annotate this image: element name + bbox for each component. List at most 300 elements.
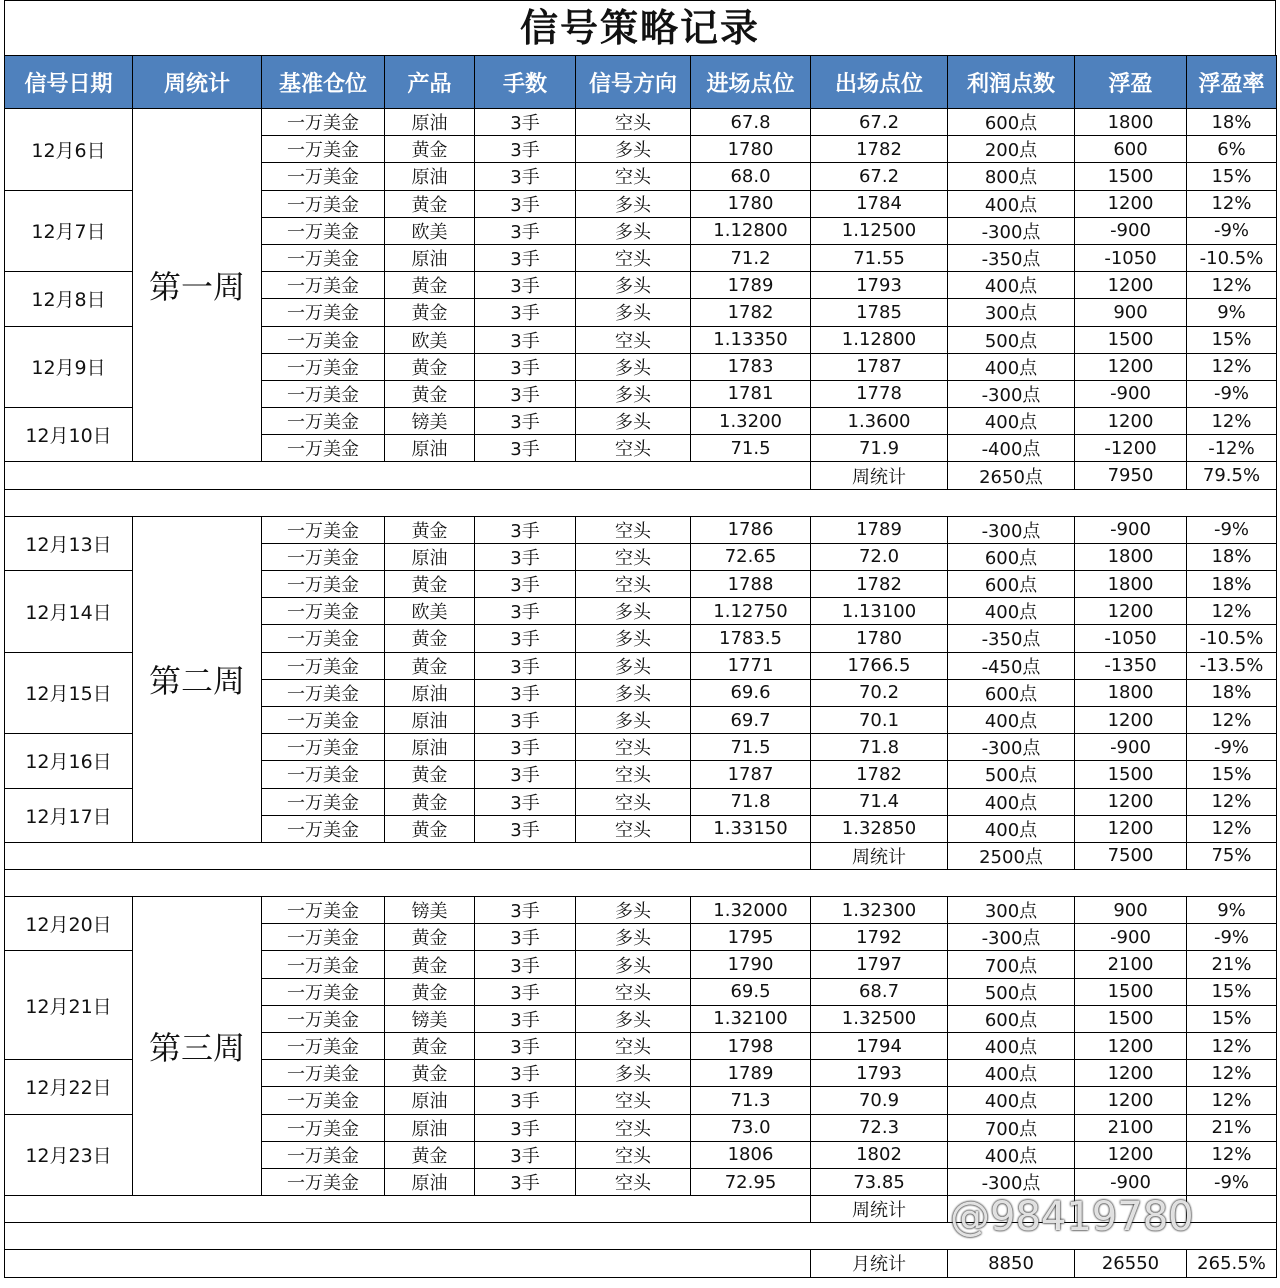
cell-exit: 1782 [811, 571, 948, 598]
cell-entry: 71.5 [691, 734, 811, 761]
spacer-row [5, 870, 1277, 897]
cell-product: 黄金 [385, 761, 475, 788]
cell-points: -450点 [948, 652, 1075, 679]
cell-direction: 多头 [576, 951, 691, 978]
cell-exit: 70.2 [811, 679, 948, 706]
cell-direction: 空头 [576, 1141, 691, 1168]
summary-row [5, 842, 1277, 869]
spacer-cell [5, 870, 1277, 897]
cell-rate: 9% [1187, 897, 1277, 924]
cell-profit: -900 [1075, 1168, 1187, 1195]
cell-profit: 1200 [1075, 815, 1187, 842]
cell-profit: 1500 [1075, 761, 1187, 788]
cell-exit: 1794 [811, 1033, 948, 1060]
cell-lots: 3手 [475, 652, 576, 679]
cell-exit: 1793 [811, 272, 948, 299]
cell-rate: 15% [1187, 761, 1277, 788]
cell-points: 600点 [948, 679, 1075, 706]
cell-points: 500点 [948, 978, 1075, 1005]
cell-position: 一万美金 [262, 244, 385, 271]
cell-lots: 3手 [475, 815, 576, 842]
cell-direction: 空头 [576, 435, 691, 462]
cell-position: 一万美金 [262, 815, 385, 842]
cell-product: 原油 [385, 163, 475, 190]
cell-rate: 21% [1187, 951, 1277, 978]
cell-points: 300点 [948, 299, 1075, 326]
cell-entry: 1787 [691, 761, 811, 788]
cell-rate: 15% [1187, 978, 1277, 1005]
cell-lots: 3手 [475, 408, 576, 435]
cell-rate: -9% [1187, 380, 1277, 407]
cell-lots: 3手 [475, 190, 576, 217]
cell-rate: 12% [1187, 190, 1277, 217]
cell-product: 原油 [385, 435, 475, 462]
cell-points: 600点 [948, 571, 1075, 598]
cell-position: 一万美金 [262, 1005, 385, 1032]
date-cell: 12月20日 [5, 897, 133, 951]
cell-position: 一万美金 [262, 163, 385, 190]
cell-exit: 71.4 [811, 788, 948, 815]
summary-label: 周统计 [811, 842, 948, 869]
cell-exit: 67.2 [811, 163, 948, 190]
cell-position: 一万美金 [262, 353, 385, 380]
cell-direction: 多头 [576, 353, 691, 380]
cell-direction: 空头 [576, 1168, 691, 1195]
cell-rate: -9% [1187, 734, 1277, 761]
summary-label: 周统计 [811, 1196, 948, 1223]
cell-rate: 12% [1187, 1033, 1277, 1060]
cell-lots: 3手 [475, 1087, 576, 1114]
cell-entry: 1.32000 [691, 897, 811, 924]
cell-lots: 3手 [475, 706, 576, 733]
cell-profit: -900 [1075, 380, 1187, 407]
cell-exit: 1782 [811, 136, 948, 163]
cell-points: 300点 [948, 897, 1075, 924]
cell-rate: 18% [1187, 571, 1277, 598]
cell-direction: 空头 [576, 815, 691, 842]
cell-position: 一万美金 [262, 679, 385, 706]
cell-profit: 1200 [1075, 190, 1187, 217]
cell-entry: 72.95 [691, 1168, 811, 1195]
summary-blank [5, 462, 811, 489]
cell-profit: 1200 [1075, 1033, 1187, 1060]
cell-points: 600点 [948, 1005, 1075, 1032]
cell-rate: 21% [1187, 1114, 1277, 1141]
cell-exit: 1.32850 [811, 815, 948, 842]
cell-rate: 12% [1187, 353, 1277, 380]
cell-position: 一万美金 [262, 1087, 385, 1114]
cell-exit: 1766.5 [811, 652, 948, 679]
summary-label: 月统计 [811, 1250, 948, 1277]
cell-direction: 多头 [576, 679, 691, 706]
cell-product: 黄金 [385, 299, 475, 326]
cell-points: -300点 [948, 734, 1075, 761]
cell-exit: 1793 [811, 1060, 948, 1087]
cell-exit: 1.12800 [811, 326, 948, 353]
cell-profit: 600 [1075, 136, 1187, 163]
cell-rate: 12% [1187, 706, 1277, 733]
col-header-points: 利润点数 [948, 56, 1075, 109]
cell-rate: 12% [1187, 1060, 1277, 1087]
cell-position: 一万美金 [262, 625, 385, 652]
date-cell: 12月14日 [5, 571, 133, 653]
cell-product: 原油 [385, 1114, 475, 1141]
table-row [5, 516, 1277, 543]
cell-direction: 多头 [576, 652, 691, 679]
cell-profit: 1200 [1075, 1060, 1187, 1087]
week-label: 第三周 [133, 897, 262, 1196]
cell-exit: 1.12500 [811, 217, 948, 244]
date-cell: 12月22日 [5, 1060, 133, 1114]
cell-position: 一万美金 [262, 109, 385, 136]
summary-rate: 79.5% [1187, 462, 1277, 489]
cell-profit: 1800 [1075, 543, 1187, 570]
cell-lots: 3手 [475, 788, 576, 815]
cell-product: 黄金 [385, 652, 475, 679]
cell-profit: 1200 [1075, 408, 1187, 435]
cell-lots: 3手 [475, 244, 576, 271]
cell-rate: 15% [1187, 1005, 1277, 1032]
cell-lots: 3手 [475, 897, 576, 924]
cell-position: 一万美金 [262, 299, 385, 326]
cell-position: 一万美金 [262, 1033, 385, 1060]
cell-direction: 多头 [576, 408, 691, 435]
cell-position: 一万美金 [262, 951, 385, 978]
cell-direction: 多头 [576, 897, 691, 924]
cell-exit: 71.9 [811, 435, 948, 462]
cell-profit: -1050 [1075, 244, 1187, 271]
col-header-position: 基准仓位 [262, 56, 385, 109]
cell-entry: 1788 [691, 571, 811, 598]
cell-points: 700点 [948, 1114, 1075, 1141]
record-sheet [4, 0, 1276, 1278]
date-cell: 12月16日 [5, 734, 133, 788]
col-header-profit: 浮盈 [1075, 56, 1187, 109]
cell-entry: 1789 [691, 1060, 811, 1087]
cell-exit: 72.3 [811, 1114, 948, 1141]
cell-rate: -9% [1187, 924, 1277, 951]
cell-product: 黄金 [385, 136, 475, 163]
cell-rate: 15% [1187, 326, 1277, 353]
summary-points: 2650点 [948, 462, 1075, 489]
cell-points: 600点 [948, 109, 1075, 136]
cell-product: 原油 [385, 1087, 475, 1114]
week-label: 第二周 [133, 516, 262, 842]
cell-exit: 1784 [811, 190, 948, 217]
cell-entry: 71.2 [691, 244, 811, 271]
cell-points: 400点 [948, 1141, 1075, 1168]
cell-entry: 1789 [691, 272, 811, 299]
summary-blank [5, 1196, 811, 1223]
cell-lots: 3手 [475, 163, 576, 190]
cell-entry: 1790 [691, 951, 811, 978]
cell-exit: 72.0 [811, 543, 948, 570]
cell-product: 黄金 [385, 788, 475, 815]
cell-rate: 12% [1187, 272, 1277, 299]
cell-position: 一万美金 [262, 1060, 385, 1087]
col-header-date: 信号日期 [5, 56, 133, 109]
cell-direction: 空头 [576, 788, 691, 815]
cell-rate: -9% [1187, 217, 1277, 244]
cell-rate: 6% [1187, 136, 1277, 163]
cell-points: 400点 [948, 272, 1075, 299]
cell-lots: 3手 [475, 435, 576, 462]
cell-entry: 1783 [691, 353, 811, 380]
date-cell: 12月17日 [5, 788, 133, 842]
cell-rate: 12% [1187, 598, 1277, 625]
cell-entry: 1783.5 [691, 625, 811, 652]
cell-lots: 3手 [475, 761, 576, 788]
cell-exit: 1778 [811, 380, 948, 407]
cell-profit: 1200 [1075, 1141, 1187, 1168]
cell-product: 黄金 [385, 815, 475, 842]
cell-profit: -900 [1075, 217, 1187, 244]
cell-rate: 18% [1187, 679, 1277, 706]
cell-lots: 3手 [475, 272, 576, 299]
cell-rate: 12% [1187, 815, 1277, 842]
cell-product: 黄金 [385, 625, 475, 652]
cell-lots: 3手 [475, 571, 576, 598]
cell-position: 一万美金 [262, 435, 385, 462]
cell-profit: 1500 [1075, 163, 1187, 190]
cell-lots: 3手 [475, 326, 576, 353]
cell-lots: 3手 [475, 951, 576, 978]
cell-product: 黄金 [385, 353, 475, 380]
cell-position: 一万美金 [262, 598, 385, 625]
cell-entry: 71.5 [691, 435, 811, 462]
cell-direction: 多头 [576, 190, 691, 217]
cell-direction: 空头 [576, 543, 691, 570]
date-cell: 12月21日 [5, 951, 133, 1060]
cell-position: 一万美金 [262, 217, 385, 244]
table-body [5, 109, 1277, 1278]
cell-entry: 1.12750 [691, 598, 811, 625]
summary-label: 周统计 [811, 462, 948, 489]
summary-row [5, 1250, 1277, 1277]
cell-exit: 1.13100 [811, 598, 948, 625]
cell-profit: -900 [1075, 734, 1187, 761]
cell-points: 400点 [948, 353, 1075, 380]
cell-direction: 多头 [576, 598, 691, 625]
cell-direction: 空头 [576, 1114, 691, 1141]
cell-direction: 空头 [576, 761, 691, 788]
cell-entry: 69.7 [691, 706, 811, 733]
cell-direction: 多头 [576, 1060, 691, 1087]
cell-exit: 1.3600 [811, 408, 948, 435]
cell-points: 400点 [948, 1060, 1075, 1087]
cell-exit: 1802 [811, 1141, 948, 1168]
cell-lots: 3手 [475, 1141, 576, 1168]
cell-lots: 3手 [475, 136, 576, 163]
cell-position: 一万美金 [262, 978, 385, 1005]
cell-profit: 1800 [1075, 571, 1187, 598]
cell-points: 800点 [948, 163, 1075, 190]
summary-rate: 265.5% [1187, 1250, 1277, 1277]
cell-direction: 多头 [576, 706, 691, 733]
date-cell: 12月10日 [5, 408, 133, 462]
cell-product: 原油 [385, 109, 475, 136]
cell-lots: 3手 [475, 353, 576, 380]
cell-product: 黄金 [385, 1141, 475, 1168]
cell-exit: 1789 [811, 516, 948, 543]
cell-profit: 1800 [1075, 679, 1187, 706]
cell-product: 黄金 [385, 978, 475, 1005]
col-header-direction: 信号方向 [576, 56, 691, 109]
cell-exit: 1.32500 [811, 1005, 948, 1032]
cell-direction: 多头 [576, 217, 691, 244]
cell-profit: -1350 [1075, 652, 1187, 679]
summary-rate [1187, 1196, 1277, 1223]
cell-points: -300点 [948, 217, 1075, 244]
cell-rate: -9% [1187, 1168, 1277, 1195]
cell-product: 原油 [385, 244, 475, 271]
cell-points: -300点 [948, 380, 1075, 407]
cell-exit: 67.2 [811, 109, 948, 136]
cell-lots: 3手 [475, 1114, 576, 1141]
col-header-lots: 手数 [475, 56, 576, 109]
cell-profit: 900 [1075, 299, 1187, 326]
cell-position: 一万美金 [262, 924, 385, 951]
cell-profit: 1500 [1075, 978, 1187, 1005]
cell-points: 200点 [948, 136, 1075, 163]
cell-product: 黄金 [385, 571, 475, 598]
cell-points: -300点 [948, 924, 1075, 951]
cell-lots: 3手 [475, 380, 576, 407]
cell-profit: 1500 [1075, 1005, 1187, 1032]
cell-entry: 1795 [691, 924, 811, 951]
cell-entry: 1780 [691, 190, 811, 217]
cell-position: 一万美金 [262, 788, 385, 815]
cell-entry: 1.13350 [691, 326, 811, 353]
cell-exit: 71.8 [811, 734, 948, 761]
cell-direction: 多头 [576, 1005, 691, 1032]
cell-profit: -1200 [1075, 435, 1187, 462]
cell-entry: 69.5 [691, 978, 811, 1005]
cell-position: 一万美金 [262, 734, 385, 761]
cell-lots: 3手 [475, 217, 576, 244]
cell-lots: 3手 [475, 598, 576, 625]
cell-entry: 67.8 [691, 109, 811, 136]
cell-lots: 3手 [475, 1168, 576, 1195]
summary-profit: 7950 [1075, 462, 1187, 489]
cell-direction: 多头 [576, 272, 691, 299]
cell-lots: 3手 [475, 978, 576, 1005]
sheet-title: 信号策略记录 [4, 0, 1276, 55]
cell-position: 一万美金 [262, 272, 385, 299]
cell-lots: 3手 [475, 109, 576, 136]
cell-profit: 1200 [1075, 788, 1187, 815]
cell-exit: 70.9 [811, 1087, 948, 1114]
cell-entry: 1.32100 [691, 1005, 811, 1032]
cell-points: 400点 [948, 1087, 1075, 1114]
cell-profit: 1200 [1075, 353, 1187, 380]
cell-profit: 1500 [1075, 326, 1187, 353]
cell-product: 原油 [385, 706, 475, 733]
cell-profit: -900 [1075, 924, 1187, 951]
cell-rate: 9% [1187, 299, 1277, 326]
cell-points: 400点 [948, 706, 1075, 733]
cell-entry: 1.12800 [691, 217, 811, 244]
cell-entry: 1806 [691, 1141, 811, 1168]
cell-entry: 1798 [691, 1033, 811, 1060]
cell-direction: 空头 [576, 1087, 691, 1114]
col-header-exit: 出场点位 [811, 56, 948, 109]
cell-direction: 空头 [576, 571, 691, 598]
cell-position: 一万美金 [262, 1114, 385, 1141]
cell-lots: 3手 [475, 1060, 576, 1087]
cell-rate: 18% [1187, 109, 1277, 136]
cell-position: 一万美金 [262, 326, 385, 353]
cell-product: 黄金 [385, 190, 475, 217]
cell-lots: 3手 [475, 1033, 576, 1060]
cell-direction: 空头 [576, 734, 691, 761]
cell-exit: 1797 [811, 951, 948, 978]
cell-product: 欧美 [385, 598, 475, 625]
cell-rate: -13.5% [1187, 652, 1277, 679]
cell-position: 一万美金 [262, 380, 385, 407]
cell-product: 欧美 [385, 326, 475, 353]
cell-product: 原油 [385, 543, 475, 570]
summary-profit: 26550 [1075, 1250, 1187, 1277]
cell-lots: 3手 [475, 299, 576, 326]
cell-exit: 70.1 [811, 706, 948, 733]
cell-product: 镑美 [385, 408, 475, 435]
date-cell: 12月8日 [5, 272, 133, 326]
cell-position: 一万美金 [262, 571, 385, 598]
cell-rate: -9% [1187, 516, 1277, 543]
cell-product: 黄金 [385, 516, 475, 543]
cell-position: 一万美金 [262, 706, 385, 733]
cell-points: 500点 [948, 761, 1075, 788]
date-cell: 12月7日 [5, 190, 133, 272]
cell-points: -300点 [948, 516, 1075, 543]
cell-profit: 900 [1075, 897, 1187, 924]
date-cell: 12月6日 [5, 109, 133, 191]
cell-entry: 73.0 [691, 1114, 811, 1141]
cell-entry: 68.0 [691, 163, 811, 190]
cell-rate: -10.5% [1187, 625, 1277, 652]
cell-exit: 71.55 [811, 244, 948, 271]
cell-direction: 空头 [576, 163, 691, 190]
cell-rate: 12% [1187, 788, 1277, 815]
cell-exit: 1780 [811, 625, 948, 652]
cell-entry: 71.3 [691, 1087, 811, 1114]
cell-position: 一万美金 [262, 761, 385, 788]
cell-entry: 1.33150 [691, 815, 811, 842]
cell-exit: 1.32300 [811, 897, 948, 924]
cell-points: 400点 [948, 190, 1075, 217]
cell-points: 700点 [948, 951, 1075, 978]
summary-profit: 7500 [1075, 842, 1187, 869]
summary-points: 2500点 [948, 842, 1075, 869]
cell-product: 黄金 [385, 1060, 475, 1087]
cell-position: 一万美金 [262, 136, 385, 163]
cell-direction: 多头 [576, 924, 691, 951]
cell-entry: 1786 [691, 516, 811, 543]
table-row [5, 109, 1277, 136]
cell-points: -300点 [948, 1168, 1075, 1195]
date-cell: 12月13日 [5, 516, 133, 570]
cell-exit: 68.7 [811, 978, 948, 1005]
cell-product: 黄金 [385, 924, 475, 951]
cell-entry: 1782 [691, 299, 811, 326]
cell-profit: 1200 [1075, 1087, 1187, 1114]
cell-rate: 12% [1187, 1141, 1277, 1168]
cell-rate: 15% [1187, 163, 1277, 190]
cell-profit: 1200 [1075, 706, 1187, 733]
cell-position: 一万美金 [262, 408, 385, 435]
cell-entry: 71.8 [691, 788, 811, 815]
